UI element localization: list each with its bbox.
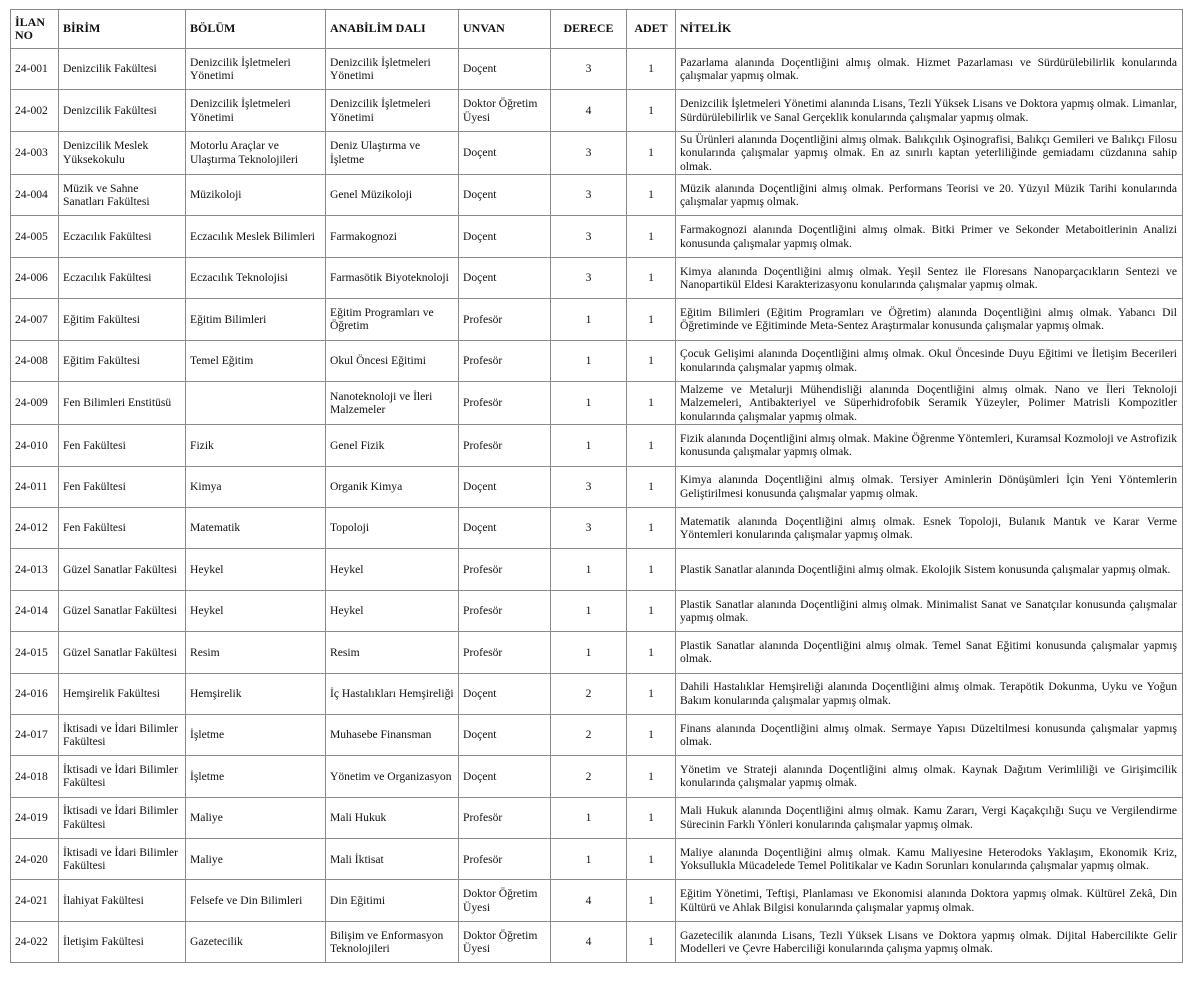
table-row (11, 90, 1183, 131)
derece-cell: 4 (551, 90, 627, 131)
unvan-cell: Profesör (459, 797, 551, 838)
table-row (11, 216, 1183, 257)
unvan-cell: Profesör (459, 381, 551, 424)
adet-cell: 1 (627, 839, 676, 880)
bolum-cell: Eczacılık Teknolojisi (186, 257, 326, 298)
unvan-cell: Doktor Öğretim Üyesi (459, 90, 551, 131)
adet-cell: 1 (627, 507, 676, 548)
header-unvan: UNVAN (459, 10, 551, 49)
derece-cell: 1 (551, 797, 627, 838)
anabilim-cell: Genel Fizik (326, 425, 459, 466)
derece-cell: 2 (551, 714, 627, 755)
header-ilan-no: İLAN NO (11, 10, 59, 49)
bolum-cell: Müzikoloji (186, 175, 326, 216)
birim-cell: Fen Bilimleri Enstitüsü (59, 381, 186, 424)
bolum-cell: Gazetecilik (186, 921, 326, 962)
ilan-no-cell: 24-021 (11, 880, 59, 921)
bolum-cell: Temel Eğitim (186, 340, 326, 381)
nitelik-cell: Fizik alanında Doçentliğini almış olmak. Makine Öğrenme Yöntemleri, Kuramsal Kozmoloji ve Astrofizik konusunda çalışmalar yapmış olmak. (676, 425, 1183, 466)
anabilim-cell: İç Hastalıkları Hemşireliği (326, 673, 459, 714)
anabilim-cell: Genel Müzikoloji (326, 175, 459, 216)
anabilim-cell: Nanoteknoloji ve İleri Malzemeler (326, 381, 459, 424)
adet-cell: 1 (627, 756, 676, 797)
bolum-cell: Heykel (186, 549, 326, 590)
nitelik-cell: Dahili Hastalıklar Hemşireliği alanında Doçentliğini almış olmak. Terapötik Dokunma, Uyku ve Yoğun Bakım konularında çalışmalar yapmış olmak. (676, 673, 1183, 714)
derece-cell: 1 (551, 381, 627, 424)
ilan-no-cell: 24-001 (11, 49, 59, 90)
bolum-cell: Resim (186, 632, 326, 673)
nitelik-cell: Finans alanında Doçentliğini almış olmak. Sermaye Yapısı Düzeltilmesi konusunda çalışmalar yapmış olmak. (676, 714, 1183, 755)
adet-cell: 1 (627, 216, 676, 257)
nitelik-cell: Kimya alanında Doçentliğini almış olmak. Yeşil Sentez ile Floresans Nanoparçacıkların Sentezi ve Nanopartikül Eldesi Karakterizasyonu konularında çalışmalar yapmış olmak. (676, 257, 1183, 298)
adet-cell: 1 (627, 131, 676, 174)
anabilim-cell: Mali Hukuk (326, 797, 459, 838)
derece-cell: 3 (551, 507, 627, 548)
birim-cell: Güzel Sanatlar Fakültesi (59, 549, 186, 590)
derece-cell: 1 (551, 549, 627, 590)
header-nitelik: NİTELİK (676, 10, 1183, 49)
nitelik-cell: Kimya alanında Doçentliğini almış olmak. Tersiyer Aminlerin Dönüşümleri İçin Yeni Yöntemlerin Geliştirilmesi konusunda çalışmalar yapmış olmak. (676, 466, 1183, 507)
adet-cell: 1 (627, 425, 676, 466)
derece-cell: 4 (551, 921, 627, 962)
table-row (11, 756, 1183, 797)
anabilim-cell: Yönetim ve Organizasyon (326, 756, 459, 797)
anabilim-cell: Muhasebe Finansman (326, 714, 459, 755)
ilan-no-cell: 24-020 (11, 839, 59, 880)
adet-cell: 1 (627, 632, 676, 673)
anabilim-cell: Denizcilik İşletmeleri Yönetimi (326, 49, 459, 90)
nitelik-cell: Maliye alanında Doçentliğini almış olmak. Kamu Maliyesine Heterodoks Yaklaşım, Ekonomik Kriz, Yoksullukla Mücadelede Temel Politikalar ve Kadın Sorunları konularında çalışmalar yapmış olmak. (676, 839, 1183, 880)
unvan-cell: Doçent (459, 466, 551, 507)
unvan-cell: Profesör (459, 299, 551, 340)
bolum-cell: Matematik (186, 507, 326, 548)
unvan-cell: Doçent (459, 257, 551, 298)
unvan-cell: Profesör (459, 340, 551, 381)
bolum-cell: Kimya (186, 466, 326, 507)
unvan-cell: Profesör (459, 425, 551, 466)
unvan-cell: Doçent (459, 216, 551, 257)
unvan-cell: Doçent (459, 507, 551, 548)
birim-cell: İktisadi ve İdari Bilimler Fakültesi (59, 797, 186, 838)
faculty-positions-table (10, 9, 1183, 963)
birim-cell: Denizcilik Fakültesi (59, 90, 186, 131)
adet-cell: 1 (627, 921, 676, 962)
unvan-cell: Doçent (459, 49, 551, 90)
unvan-cell: Profesör (459, 839, 551, 880)
bolum-cell: İşletme (186, 714, 326, 755)
adet-cell: 1 (627, 714, 676, 755)
header-anabilim: ANABİLİM DALI (326, 10, 459, 49)
ilan-no-cell: 24-012 (11, 507, 59, 548)
derece-cell: 2 (551, 756, 627, 797)
birim-cell: İktisadi ve İdari Bilimler Fakültesi (59, 756, 186, 797)
table-row (11, 797, 1183, 838)
ilan-no-cell: 24-014 (11, 590, 59, 631)
derece-cell: 1 (551, 299, 627, 340)
birim-cell: Müzik ve Sahne Sanatları Fakültesi (59, 175, 186, 216)
adet-cell: 1 (627, 673, 676, 714)
birim-cell: İletişim Fakültesi (59, 921, 186, 962)
table-row (11, 466, 1183, 507)
table-body (11, 49, 1183, 963)
anabilim-cell: Okul Öncesi Eğitimi (326, 340, 459, 381)
nitelik-cell: Plastik Sanatlar alanında Doçentliğini almış olmak. Ekolojik Sistem konusunda çalışmalar yapmış olmak. (676, 549, 1183, 590)
nitelik-cell: Pazarlama alanında Doçentliğini almış olmak. Hizmet Pazarlaması ve Sürdürülebilirlik konularında çalışmalar yapmış olmak. (676, 49, 1183, 90)
adet-cell: 1 (627, 90, 676, 131)
table-row (11, 175, 1183, 216)
adet-cell: 1 (627, 257, 676, 298)
derece-cell: 1 (551, 590, 627, 631)
birim-cell: Fen Fakültesi (59, 507, 186, 548)
nitelik-cell: Müzik alanında Doçentliğini almış olmak. Performans Teorisi ve 20. Yüzyıl Müzik Tarihi konularında çalışmalar yapmış olmak. (676, 175, 1183, 216)
table-row (11, 425, 1183, 466)
nitelik-cell: Matematik alanında Doçentliğini almış olmak. Esnek Topoloji, Bulanık Mantık ve Karar Verme Yöntemleri konularında çalışmalar yapmış olmak. (676, 507, 1183, 548)
anabilim-cell: Eğitim Programları ve Öğretim (326, 299, 459, 340)
ilan-no-cell: 24-013 (11, 549, 59, 590)
adet-cell: 1 (627, 175, 676, 216)
derece-cell: 3 (551, 175, 627, 216)
unvan-cell: Profesör (459, 632, 551, 673)
adet-cell: 1 (627, 549, 676, 590)
birim-cell: Hemşirelik Fakültesi (59, 673, 186, 714)
header-adet: ADET (627, 10, 676, 49)
birim-cell: Denizcilik Meslek Yüksekokulu (59, 131, 186, 174)
nitelik-cell: Yönetim ve Strateji alanında Doçentliğini almış olmak. Kaynak Dağıtım Verimliliği ve Girişimcilik konularında çalışmalar yapmış olmak. (676, 756, 1183, 797)
bolum-cell: Eğitim Bilimleri (186, 299, 326, 340)
anabilim-cell: Mali İktisat (326, 839, 459, 880)
anabilim-cell: Heykel (326, 549, 459, 590)
ilan-no-cell: 24-002 (11, 90, 59, 131)
table-row (11, 381, 1183, 424)
nitelik-cell: Plastik Sanatlar alanında Doçentliğini almış olmak. Minimalist Sanat ve Sanatçılar konusunda çalışmalar yapmış olmak. (676, 590, 1183, 631)
birim-cell: İktisadi ve İdari Bilimler Fakültesi (59, 714, 186, 755)
anabilim-cell: Denizcilik İşletmeleri Yönetimi (326, 90, 459, 131)
header-row (11, 10, 1183, 49)
adet-cell: 1 (627, 797, 676, 838)
derece-cell: 3 (551, 466, 627, 507)
birim-cell: Eğitim Fakültesi (59, 340, 186, 381)
ilan-no-cell: 24-007 (11, 299, 59, 340)
bolum-cell: Heykel (186, 590, 326, 631)
nitelik-cell: Su Ürünleri alanında Doçentliğini almış olmak. Balıkçılık Oşinografisi, Balıkçı Gemileri ve Balıkçı Filosu konularında çalışmalar yapmış olmak. En az sınırlı kaptan yeterliliğinde gemiadamı cüzdanına sahip olmak. (676, 131, 1183, 174)
ilan-no-cell: 24-015 (11, 632, 59, 673)
listing-table-wrapper (10, 9, 1182, 963)
bolum-cell: Maliye (186, 839, 326, 880)
table-row (11, 131, 1183, 174)
unvan-cell: Doçent (459, 175, 551, 216)
birim-cell: İlahiyat Fakültesi (59, 880, 186, 921)
birim-cell: Fen Fakültesi (59, 425, 186, 466)
adet-cell: 1 (627, 880, 676, 921)
anabilim-cell: Resim (326, 632, 459, 673)
table-row (11, 673, 1183, 714)
ilan-no-cell: 24-003 (11, 131, 59, 174)
header-derece: DERECE (551, 10, 627, 49)
nitelik-cell: Çocuk Gelişimi alanında Doçentliğini almış olmak. Okul Öncesinde Duyu Eğitimi ve İletişim Becerileri konularında çalışmalar yapmış olmak. (676, 340, 1183, 381)
anabilim-cell: Heykel (326, 590, 459, 631)
unvan-cell: Doçent (459, 673, 551, 714)
nitelik-cell: Gazetecilik alanında Lisans, Tezli Yüksek Lisans ve Doktora yapmış olmak. Dijital Habercilikte Gelir Modelleri ve Çevre Haberciliği konularında çalışma yapmış olmak. (676, 921, 1183, 962)
unvan-cell: Profesör (459, 590, 551, 631)
header-birim: BİRİM (59, 10, 186, 49)
table-row (11, 549, 1183, 590)
unvan-cell: Doçent (459, 756, 551, 797)
derece-cell: 4 (551, 880, 627, 921)
adet-cell: 1 (627, 299, 676, 340)
ilan-no-cell: 24-019 (11, 797, 59, 838)
ilan-no-cell: 24-008 (11, 340, 59, 381)
adet-cell: 1 (627, 49, 676, 90)
birim-cell: Fen Fakültesi (59, 466, 186, 507)
unvan-cell: Doktor Öğretim Üyesi (459, 880, 551, 921)
anabilim-cell: Din Eğitimi (326, 880, 459, 921)
bolum-cell: Maliye (186, 797, 326, 838)
ilan-no-cell: 24-004 (11, 175, 59, 216)
derece-cell: 3 (551, 257, 627, 298)
table-row (11, 880, 1183, 921)
ilan-no-cell: 24-006 (11, 257, 59, 298)
anabilim-cell: Farmasötik Biyoteknoloji (326, 257, 459, 298)
table-row (11, 590, 1183, 631)
nitelik-cell: Eğitim Yönetimi, Teftişi, Planlaması ve Ekonomisi alanında Doktora yapmış olmak. Kültürel Zekâ, Din Kültürü ve Ahlak Bilgisi konularında çalışmalar yapmış olmak. (676, 880, 1183, 921)
ilan-no-cell: 24-018 (11, 756, 59, 797)
table-row (11, 714, 1183, 755)
table-row (11, 921, 1183, 962)
ilan-no-cell: 24-011 (11, 466, 59, 507)
derece-cell: 1 (551, 340, 627, 381)
bolum-cell: Hemşirelik (186, 673, 326, 714)
birim-cell: Güzel Sanatlar Fakültesi (59, 590, 186, 631)
anabilim-cell: Organik Kimya (326, 466, 459, 507)
unvan-cell: Profesör (459, 549, 551, 590)
anabilim-cell: Topoloji (326, 507, 459, 548)
nitelik-cell: Plastik Sanatlar alanında Doçentliğini almış olmak. Temel Sanat Eğitimi konusunda çalışmalar yapmış olmak. (676, 632, 1183, 673)
bolum-cell: Denizcilik İşletmeleri Yönetimi (186, 90, 326, 131)
anabilim-cell: Bilişim ve Enformasyon Teknolojileri (326, 921, 459, 962)
birim-cell: İktisadi ve İdari Bilimler Fakültesi (59, 839, 186, 880)
bolum-cell: Eczacılık Meslek Bilimleri (186, 216, 326, 257)
nitelik-cell: Farmakognozi alanında Doçentliğini almış olmak. Bitki Primer ve Sekonder Metaboitlerinin Analizi konusunda çalışmalar yapmış olmak. (676, 216, 1183, 257)
birim-cell: Eczacılık Fakültesi (59, 257, 186, 298)
adet-cell: 1 (627, 590, 676, 631)
table-row (11, 257, 1183, 298)
ilan-no-cell: 24-005 (11, 216, 59, 257)
table-row (11, 340, 1183, 381)
table-row (11, 632, 1183, 673)
unvan-cell: Doçent (459, 131, 551, 174)
ilan-no-cell: 24-016 (11, 673, 59, 714)
birim-cell: Eczacılık Fakültesi (59, 216, 186, 257)
nitelik-cell: Eğitim Bilimleri (Eğitim Programları ve Öğretim) alanında Doçentliğini almış olmak. Yabancı Dil Öğretiminde ve Eğitiminde Meta-Sentez Araştırmalar konusunda çalışmalar yapmış olmak. (676, 299, 1183, 340)
birim-cell: Eğitim Fakültesi (59, 299, 186, 340)
ilan-no-cell: 24-010 (11, 425, 59, 466)
birim-cell: Güzel Sanatlar Fakültesi (59, 632, 186, 673)
derece-cell: 3 (551, 131, 627, 174)
anabilim-cell: Deniz Ulaştırma ve İşletme (326, 131, 459, 174)
nitelik-cell: Mali Hukuk alanında Doçentliğini almış olmak. Kamu Zararı, Vergi Kaçakçılığı Suçu ve Vergilendirme Sürecinin Farklı Yönleri konularında çalışmalar yapmış olmak. (676, 797, 1183, 838)
unvan-cell: Doçent (459, 714, 551, 755)
nitelik-cell: Malzeme ve Metalurji Mühendisliği alanında Doçentliğini almış olmak. Nano ve İleri Teknoloji Malzemeleri, Antibakteriyel ve Süperhidrofobik Seramik Yüzeyler, Polimer Matrisli Kompozitler konularında çalışmalar yapmış olmak. (676, 381, 1183, 424)
bolum-cell: Denizcilik İşletmeleri Yönetimi (186, 49, 326, 90)
unvan-cell: Doktor Öğretim Üyesi (459, 921, 551, 962)
bolum-cell (186, 381, 326, 424)
birim-cell: Denizcilik Fakültesi (59, 49, 186, 90)
derece-cell: 2 (551, 673, 627, 714)
bolum-cell: İşletme (186, 756, 326, 797)
derece-cell: 1 (551, 632, 627, 673)
adet-cell: 1 (627, 381, 676, 424)
derece-cell: 3 (551, 49, 627, 90)
adet-cell: 1 (627, 466, 676, 507)
derece-cell: 1 (551, 839, 627, 880)
ilan-no-cell: 24-022 (11, 921, 59, 962)
table-row (11, 839, 1183, 880)
ilan-no-cell: 24-017 (11, 714, 59, 755)
table-row (11, 299, 1183, 340)
table-row (11, 507, 1183, 548)
anabilim-cell: Farmakognozi (326, 216, 459, 257)
derece-cell: 3 (551, 216, 627, 257)
nitelik-cell: Denizcilik İşletmeleri Yönetimi alanında Lisans, Tezli Yüksek Lisans ve Doktora yapmış olmak. Limanlar, Sürdürülebilirlik ve Sanal Gerçeklik konularında çalışmalar yapmış olmak. (676, 90, 1183, 131)
ilan-no-cell: 24-009 (11, 381, 59, 424)
header-bolum: BÖLÜM (186, 10, 326, 49)
bolum-cell: Fizik (186, 425, 326, 466)
derece-cell: 1 (551, 425, 627, 466)
adet-cell: 1 (627, 340, 676, 381)
table-row (11, 49, 1183, 90)
table-header (11, 10, 1183, 49)
bolum-cell: Felsefe ve Din Bilimleri (186, 880, 326, 921)
bolum-cell: Motorlu Araçlar ve Ulaştırma Teknolojileri (186, 131, 326, 174)
